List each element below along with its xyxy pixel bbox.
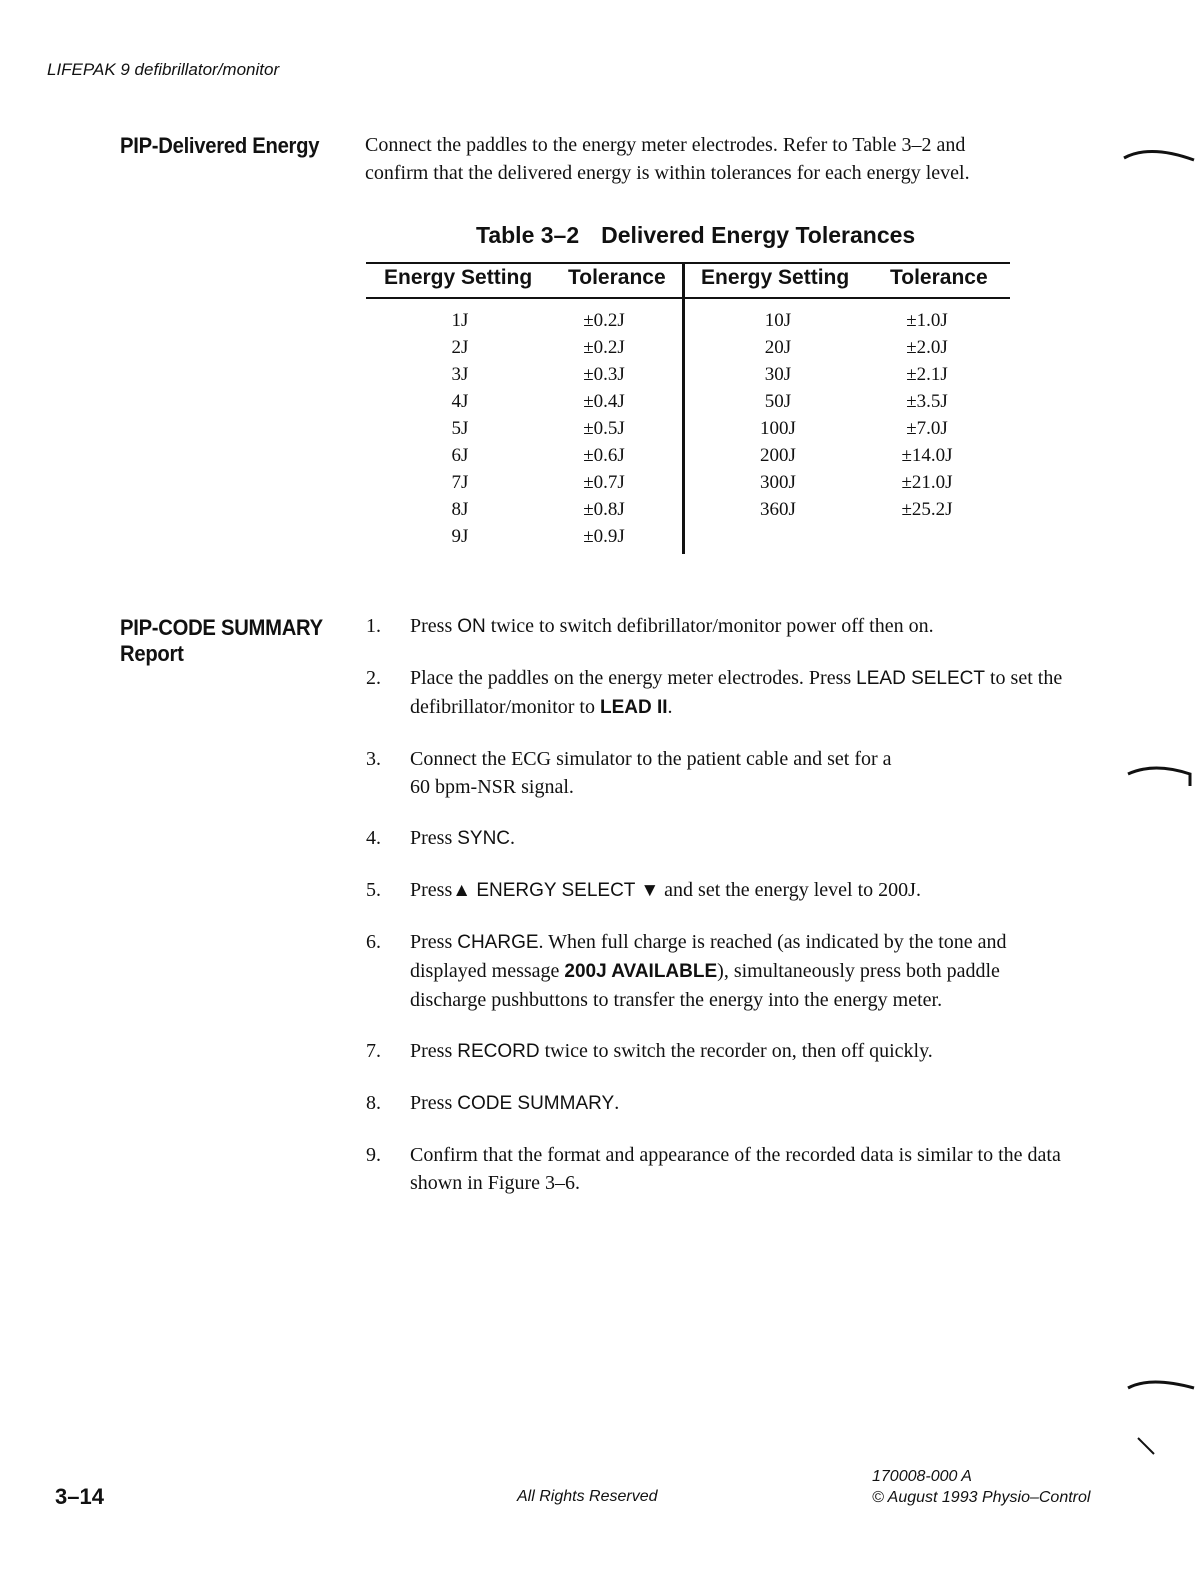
step-text: Press CODE SUMMARY. <box>410 1092 620 1114</box>
cell-energy-right: 30J <box>764 364 792 385</box>
header-tolerance-right: Tolerance <box>890 266 988 289</box>
procedure-steps <box>366 612 1066 1220</box>
list-item <box>366 824 1066 853</box>
table-center-divider <box>682 262 685 554</box>
cell-tolerance-right: ±7.0J <box>906 418 948 439</box>
cell-energy-right: 10J <box>764 310 792 331</box>
step-text: Press RECORD twice to switch the recorder on, then off quickly. <box>410 1040 933 1062</box>
section2-heading-line-2: Report <box>120 641 184 666</box>
list-item <box>366 876 1066 905</box>
list-item <box>366 664 1066 722</box>
cell-tolerance-left: ±0.6J <box>583 445 625 466</box>
table-title <box>476 222 915 249</box>
cell-energy-right: 200J <box>760 445 796 466</box>
cell-energy-left: 3J <box>451 364 469 385</box>
document-number: 170008-000 A <box>872 1468 972 1485</box>
cell-tolerance-right: ±2.0J <box>906 337 948 358</box>
cell-energy-left: 7J <box>451 472 469 493</box>
section1-paragraph <box>365 131 1065 187</box>
step-text: Press SYNC. <box>410 827 516 849</box>
step-text: Press ON twice to switch defibrillator/monitor power off then on. <box>410 615 934 637</box>
step-text: Confirm that the format and appearance of the recorded data is similar to the data shown in Figure 3–6. <box>410 1144 1061 1194</box>
section2-heading-line-1: PIP-CODE SUMMARY <box>120 615 323 640</box>
cell-energy-right: 300J <box>760 472 796 493</box>
cell-tolerance-left: ±0.4J <box>583 391 625 412</box>
table-header-rule <box>366 297 1010 299</box>
rights-notice: All Rights Reserved <box>517 1488 658 1505</box>
key-lead-select: LEAD SELECT <box>856 668 985 689</box>
cell-energy-left: 9J <box>451 526 469 547</box>
cell-energy-left: 4J <box>451 391 469 412</box>
cell-energy-left: 6J <box>451 445 469 466</box>
step-number: 9. <box>366 1144 381 1166</box>
key-charge: CHARGE <box>457 932 539 953</box>
cell-tolerance-left: ±0.3J <box>583 364 625 385</box>
cell-tolerance-left: ±0.8J <box>583 499 625 520</box>
energy-tolerance-table <box>366 262 1010 562</box>
cell-energy-left: 1J <box>451 310 469 331</box>
cell-tolerance-right: ±3.5J <box>906 391 948 412</box>
cell-tolerance-right: ±1.0J <box>906 310 948 331</box>
step-number: 1. <box>366 615 381 637</box>
copyright: © August 1993 Physio–Control <box>872 1489 1091 1506</box>
table-caption: Delivered Energy Tolerances <box>601 222 916 248</box>
lead-ii-label: LEAD II <box>599 697 668 718</box>
list-item <box>366 612 1066 641</box>
cell-tolerance-right: ±2.1J <box>906 364 948 385</box>
key-energy-select: ▲ ENERGY SELECT ▼ <box>452 880 660 901</box>
cell-energy-right: 100J <box>760 418 796 439</box>
step-number: 4. <box>366 827 381 849</box>
step-number: 7. <box>366 1040 381 1062</box>
list-item <box>366 745 1066 801</box>
cell-tolerance-right: ±14.0J <box>901 445 953 466</box>
cell-energy-left: 5J <box>451 418 469 439</box>
list-item <box>366 1141 1066 1197</box>
table-top-rule <box>366 262 1010 264</box>
step-text: Connect the ECG simulator to the patient cable and set for a 60 bpm-NSR signal. <box>410 748 892 798</box>
cell-energy-right: 360J <box>760 499 796 520</box>
document-info <box>872 1466 1090 1508</box>
scan-mark-icon <box>1124 1372 1200 1402</box>
cell-energy-left: 8J <box>451 499 469 520</box>
available-message: 200J AVAILABLE <box>564 961 718 982</box>
header-tolerance-left: Tolerance <box>568 266 666 289</box>
cell-tolerance-left: ±0.2J <box>583 337 625 358</box>
key-on: ON <box>457 616 486 637</box>
step-number: 8. <box>366 1092 381 1114</box>
step-number: 2. <box>366 667 381 689</box>
step-text: Press CHARGE. When full charge is reached (as indicated by the tone and displayed message 200J AVAILABLE), simultaneously press both paddle discharge pushbuttons to transfer the energy into the energy meter. <box>410 931 1007 1011</box>
key-sync: SYNC <box>457 828 511 849</box>
cell-tolerance-right: ±21.0J <box>901 472 953 493</box>
page-number: 3–14 <box>55 1484 104 1509</box>
section-heading-delivered-energy: PIP-Delivered Energy <box>120 133 320 158</box>
cell-tolerance-left: ±0.2J <box>583 310 625 331</box>
cell-tolerance-right: ±25.2J <box>901 499 953 520</box>
scan-mark-icon <box>1134 1432 1164 1462</box>
list-item <box>366 1089 1066 1118</box>
list-item <box>366 928 1066 1014</box>
cell-tolerance-left: ±0.5J <box>583 418 625 439</box>
section1-line-1: Connect the paddles to the energy meter electrodes. Refer to Table 3–2 and <box>365 134 966 156</box>
cell-energy-left: 2J <box>451 337 469 358</box>
section1-line-2: confirm that the delivered energy is within tolerances for each energy level. <box>365 162 970 184</box>
cell-tolerance-left: ±0.9J <box>583 526 625 547</box>
step-number: 5. <box>366 879 381 901</box>
key-record: RECORD <box>457 1041 540 1062</box>
table-label: Table 3–2 <box>476 222 580 248</box>
header-energy-setting-right: Energy Setting <box>701 266 850 289</box>
step-number: 6. <box>366 931 381 953</box>
step-text: Press▲ ENERGY SELECT ▼ and set the energy level to 200J. <box>410 879 921 901</box>
scan-mark-icon <box>1120 140 1200 170</box>
scan-mark-icon <box>1124 758 1204 792</box>
header-energy-setting-left: Energy Setting <box>384 266 533 289</box>
cell-energy-right: 20J <box>764 337 792 358</box>
step-text: Place the paddles on the energy meter electrodes. Press LEAD SELECT to set the defibrillator/monitor to LEAD II. <box>410 667 1063 718</box>
cell-tolerance-left: ±0.7J <box>583 472 625 493</box>
list-item <box>366 1037 1066 1066</box>
step-number: 3. <box>366 748 381 770</box>
running-header: LIFEPAK 9 defibrillator/monitor <box>47 60 280 79</box>
cell-energy-right: 50J <box>764 391 792 412</box>
key-code-summary: CODE SUMMARY <box>457 1093 615 1114</box>
section-heading-code-summary <box>120 615 323 667</box>
